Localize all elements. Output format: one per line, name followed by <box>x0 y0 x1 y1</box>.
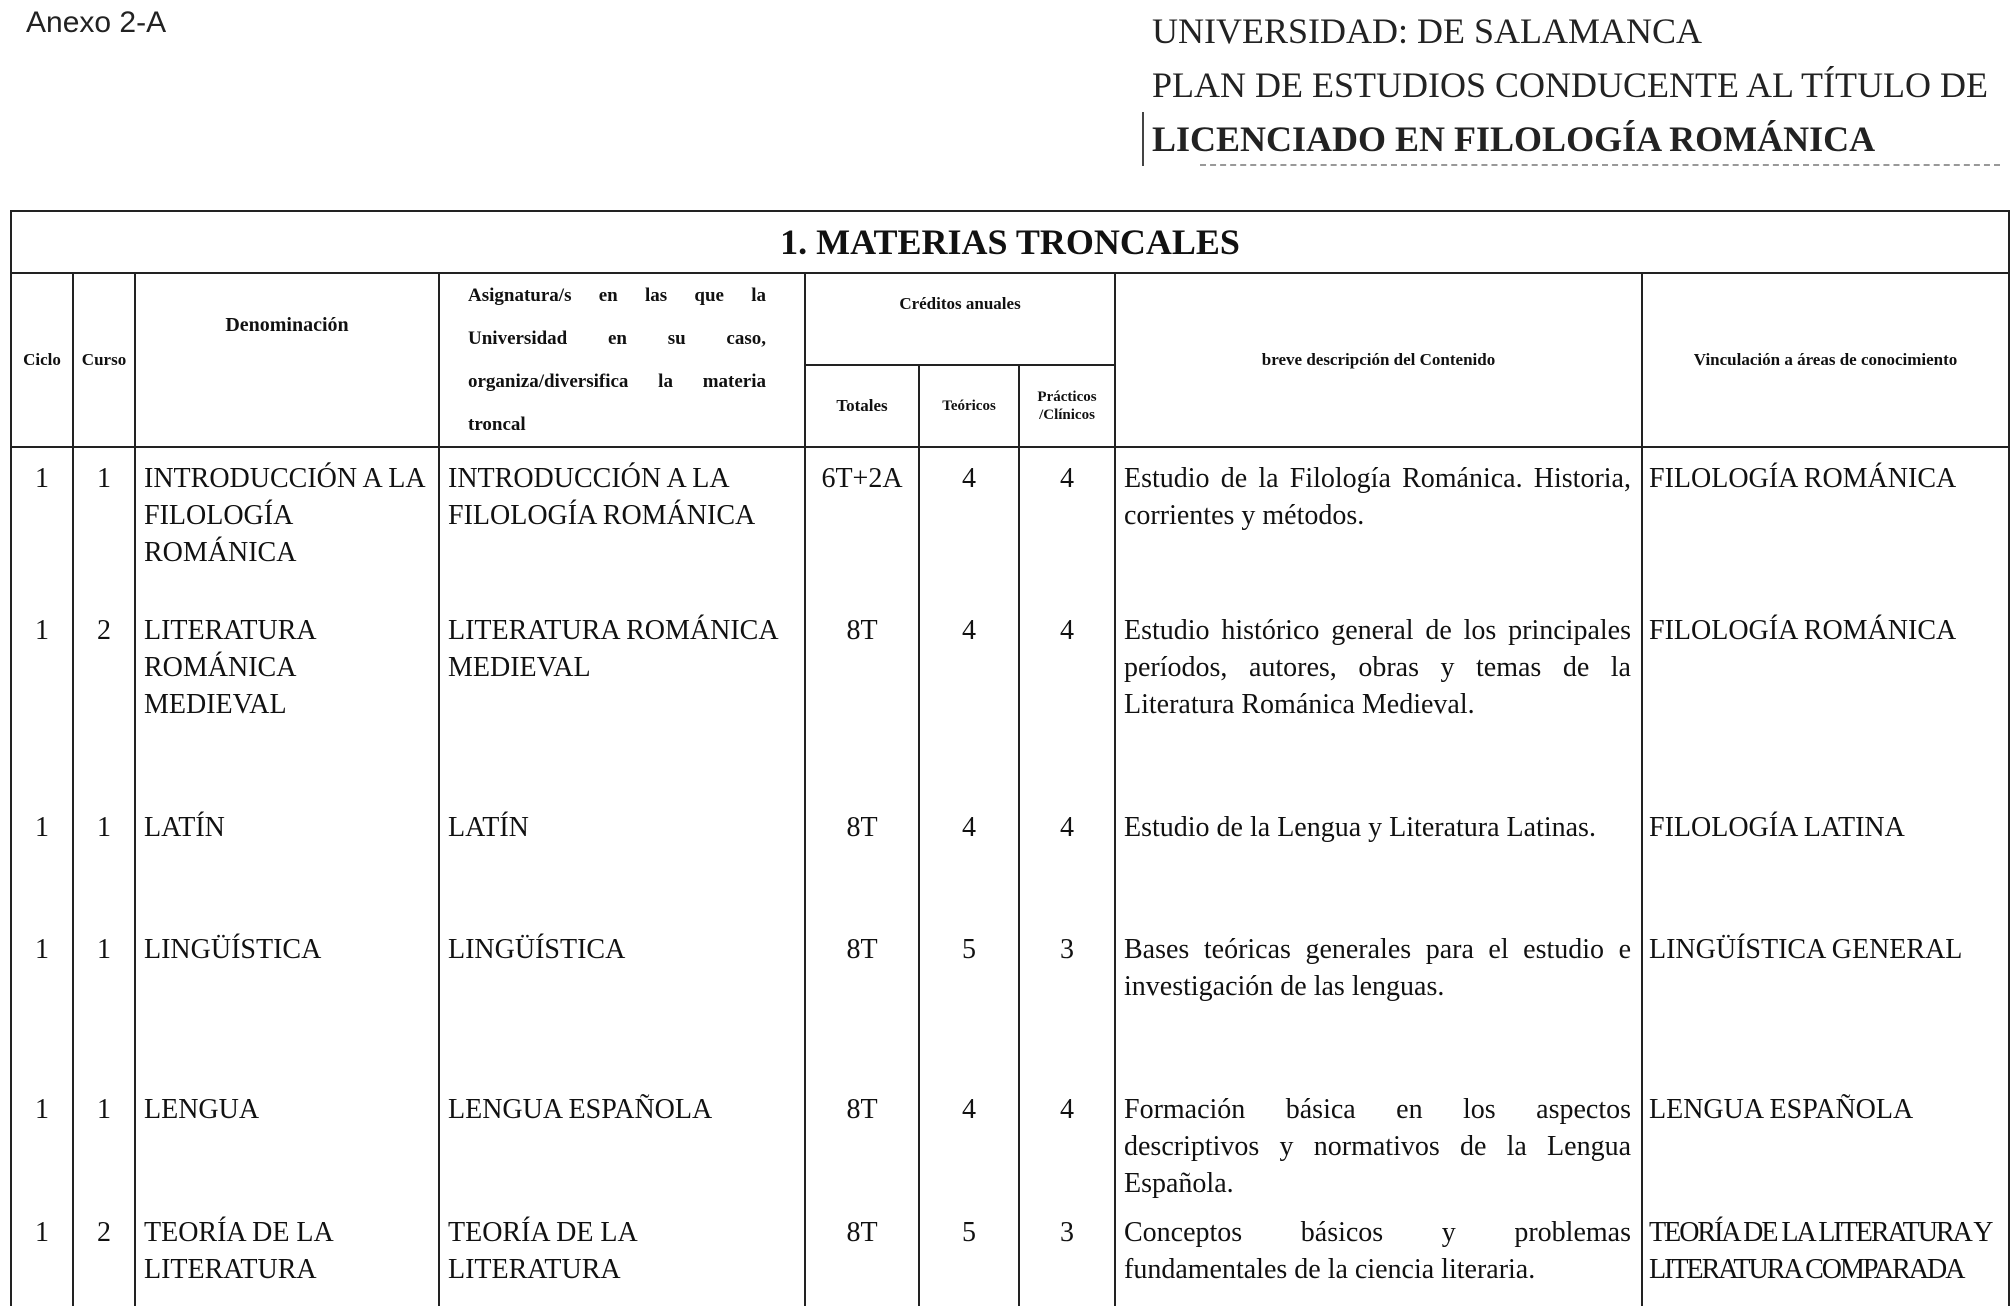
cell-teoricos: 4 <box>919 797 1019 919</box>
cell-descripcion: Estudio histórico general de los principales períodos, autores, obras y temas de la Literatura Románica Medieval. <box>1115 600 1642 797</box>
cell-denominacion: LITERATURA ROMÁNICA MEDIEVAL <box>135 600 439 797</box>
cell-teoricos: 4 <box>919 600 1019 797</box>
header-denominacion: Denominación <box>135 273 439 447</box>
degree-title: LICENCIADO EN FILOLOGÍA ROMÁNICA <box>1142 112 1988 166</box>
cell-teoricos: 5 <box>919 919 1019 1079</box>
cell-totales: 8T <box>805 1202 919 1306</box>
cell-asignatura: LATÍN <box>439 797 805 919</box>
cell-denominacion: LINGÜÍSTICA <box>135 919 439 1079</box>
cell-curso: 1 <box>73 797 135 919</box>
table-row <box>11 447 2009 600</box>
cell-practicos: 4 <box>1019 1079 1115 1202</box>
cell-curso: 1 <box>73 1079 135 1202</box>
table-row <box>11 797 2009 919</box>
header-totales: Totales <box>805 365 919 447</box>
cell-ciclo: 1 <box>11 600 73 797</box>
cell-area: FILOLOGÍA ROMÁNICA <box>1642 600 2009 797</box>
cell-descripcion: Estudio de la Lengua y Literatura Latinas. <box>1115 797 1642 919</box>
table-row <box>11 1202 2009 1306</box>
cell-descripcion: Formación básica en los aspectos descriptivos y normativos de la Lengua Española. <box>1115 1079 1642 1202</box>
header-teoricos: Teóricos <box>919 365 1019 447</box>
header-ciclo: Ciclo <box>11 273 73 447</box>
cell-totales: 8T <box>805 1079 919 1202</box>
cell-practicos: 3 <box>1019 1202 1115 1306</box>
cell-descripcion: Bases teóricas generales para el estudio e investigación de las lenguas. <box>1115 919 1642 1079</box>
subjects-table <box>10 210 2010 1306</box>
cell-ciclo: 1 <box>11 797 73 919</box>
cell-asignatura: INTRODUCCIÓN A LA FILOLOGÍA ROMÁNICA <box>439 447 805 600</box>
cell-area: FILOLOGÍA LATINA <box>1642 797 2009 919</box>
cell-asignatura: LENGUA ESPAÑOLA <box>439 1079 805 1202</box>
annex-label: Anexo 2-A <box>26 6 167 39</box>
plan-title: PLAN DE ESTUDIOS CONDUCENTE AL TÍTULO DE <box>1152 65 1988 105</box>
header-asignaturas: Asignatura/s en las que la Universidad en su caso, organiza/diversifica la materia troncal <box>439 273 805 447</box>
cell-practicos: 4 <box>1019 600 1115 797</box>
cell-asignatura: LITERATURA ROMÁNICA MEDIEVAL <box>439 600 805 797</box>
cell-ciclo: 1 <box>11 1079 73 1202</box>
university-name: UNIVERSIDAD: DE SALAMANCA <box>1152 11 1703 51</box>
table-title: 1. MATERIAS TRONCALES <box>11 211 2009 273</box>
cell-asignatura: LINGÜÍSTICA <box>439 919 805 1079</box>
cell-descripcion: Conceptos básicos y problemas fundamentales de la ciencia literaria. <box>1115 1202 1642 1306</box>
cell-curso: 2 <box>73 1202 135 1306</box>
cell-ciclo: 1 <box>11 447 73 600</box>
cell-curso: 1 <box>73 919 135 1079</box>
cell-area: LINGÜÍSTICA GENERAL <box>1642 919 2009 1079</box>
subjects-table-wrapper <box>10 210 2008 1306</box>
cell-practicos: 4 <box>1019 797 1115 919</box>
cell-ciclo: 1 <box>11 1202 73 1306</box>
cell-teoricos: 5 <box>919 1202 1019 1306</box>
header-vinculacion: Vinculación a áreas de conocimiento <box>1642 273 2009 447</box>
header-divider <box>1200 164 2000 166</box>
cell-asignatura: TEORÍA DE LA LITERATURA <box>439 1202 805 1306</box>
cell-totales: 6T+2A <box>805 447 919 600</box>
cell-totales: 8T <box>805 600 919 797</box>
cell-curso: 2 <box>73 600 135 797</box>
cell-ciclo: 1 <box>11 919 73 1079</box>
cell-area: FILOLOGÍA ROMÁNICA <box>1642 447 2009 600</box>
cell-teoricos: 4 <box>919 447 1019 600</box>
cell-teoricos: 4 <box>919 1079 1019 1202</box>
cell-totales: 8T <box>805 919 919 1079</box>
cell-denominacion: TEORÍA DE LA LITERATURA <box>135 1202 439 1306</box>
cell-area: LENGUA ESPAÑOLA <box>1642 1079 2009 1202</box>
cell-totales: 8T <box>805 797 919 919</box>
header-creditos: Créditos anuales <box>805 273 1115 365</box>
cell-curso: 1 <box>73 447 135 600</box>
cell-descripcion: Estudio de la Filología Románica. Historia, corrientes y métodos. <box>1115 447 1642 600</box>
cell-denominacion: LENGUA <box>135 1079 439 1202</box>
table-row <box>11 600 2009 797</box>
header-descripcion: breve descripción del Contenido <box>1115 273 1642 447</box>
header-practicos: Prácticos /Clínicos <box>1019 365 1115 447</box>
university-header <box>1152 4 1988 166</box>
table-row <box>11 919 2009 1079</box>
cell-area: TEORÍA DE LA LITERATURA Y LITERATURA COMPARADA <box>1642 1202 2009 1306</box>
cell-denominacion: INTRODUCCIÓN A LA FILOLOGÍA ROMÁNICA <box>135 447 439 600</box>
cell-practicos: 4 <box>1019 447 1115 600</box>
cell-practicos: 3 <box>1019 919 1115 1079</box>
table-row <box>11 1079 2009 1202</box>
cell-denominacion: LATÍN <box>135 797 439 919</box>
header-curso: Curso <box>73 273 135 447</box>
